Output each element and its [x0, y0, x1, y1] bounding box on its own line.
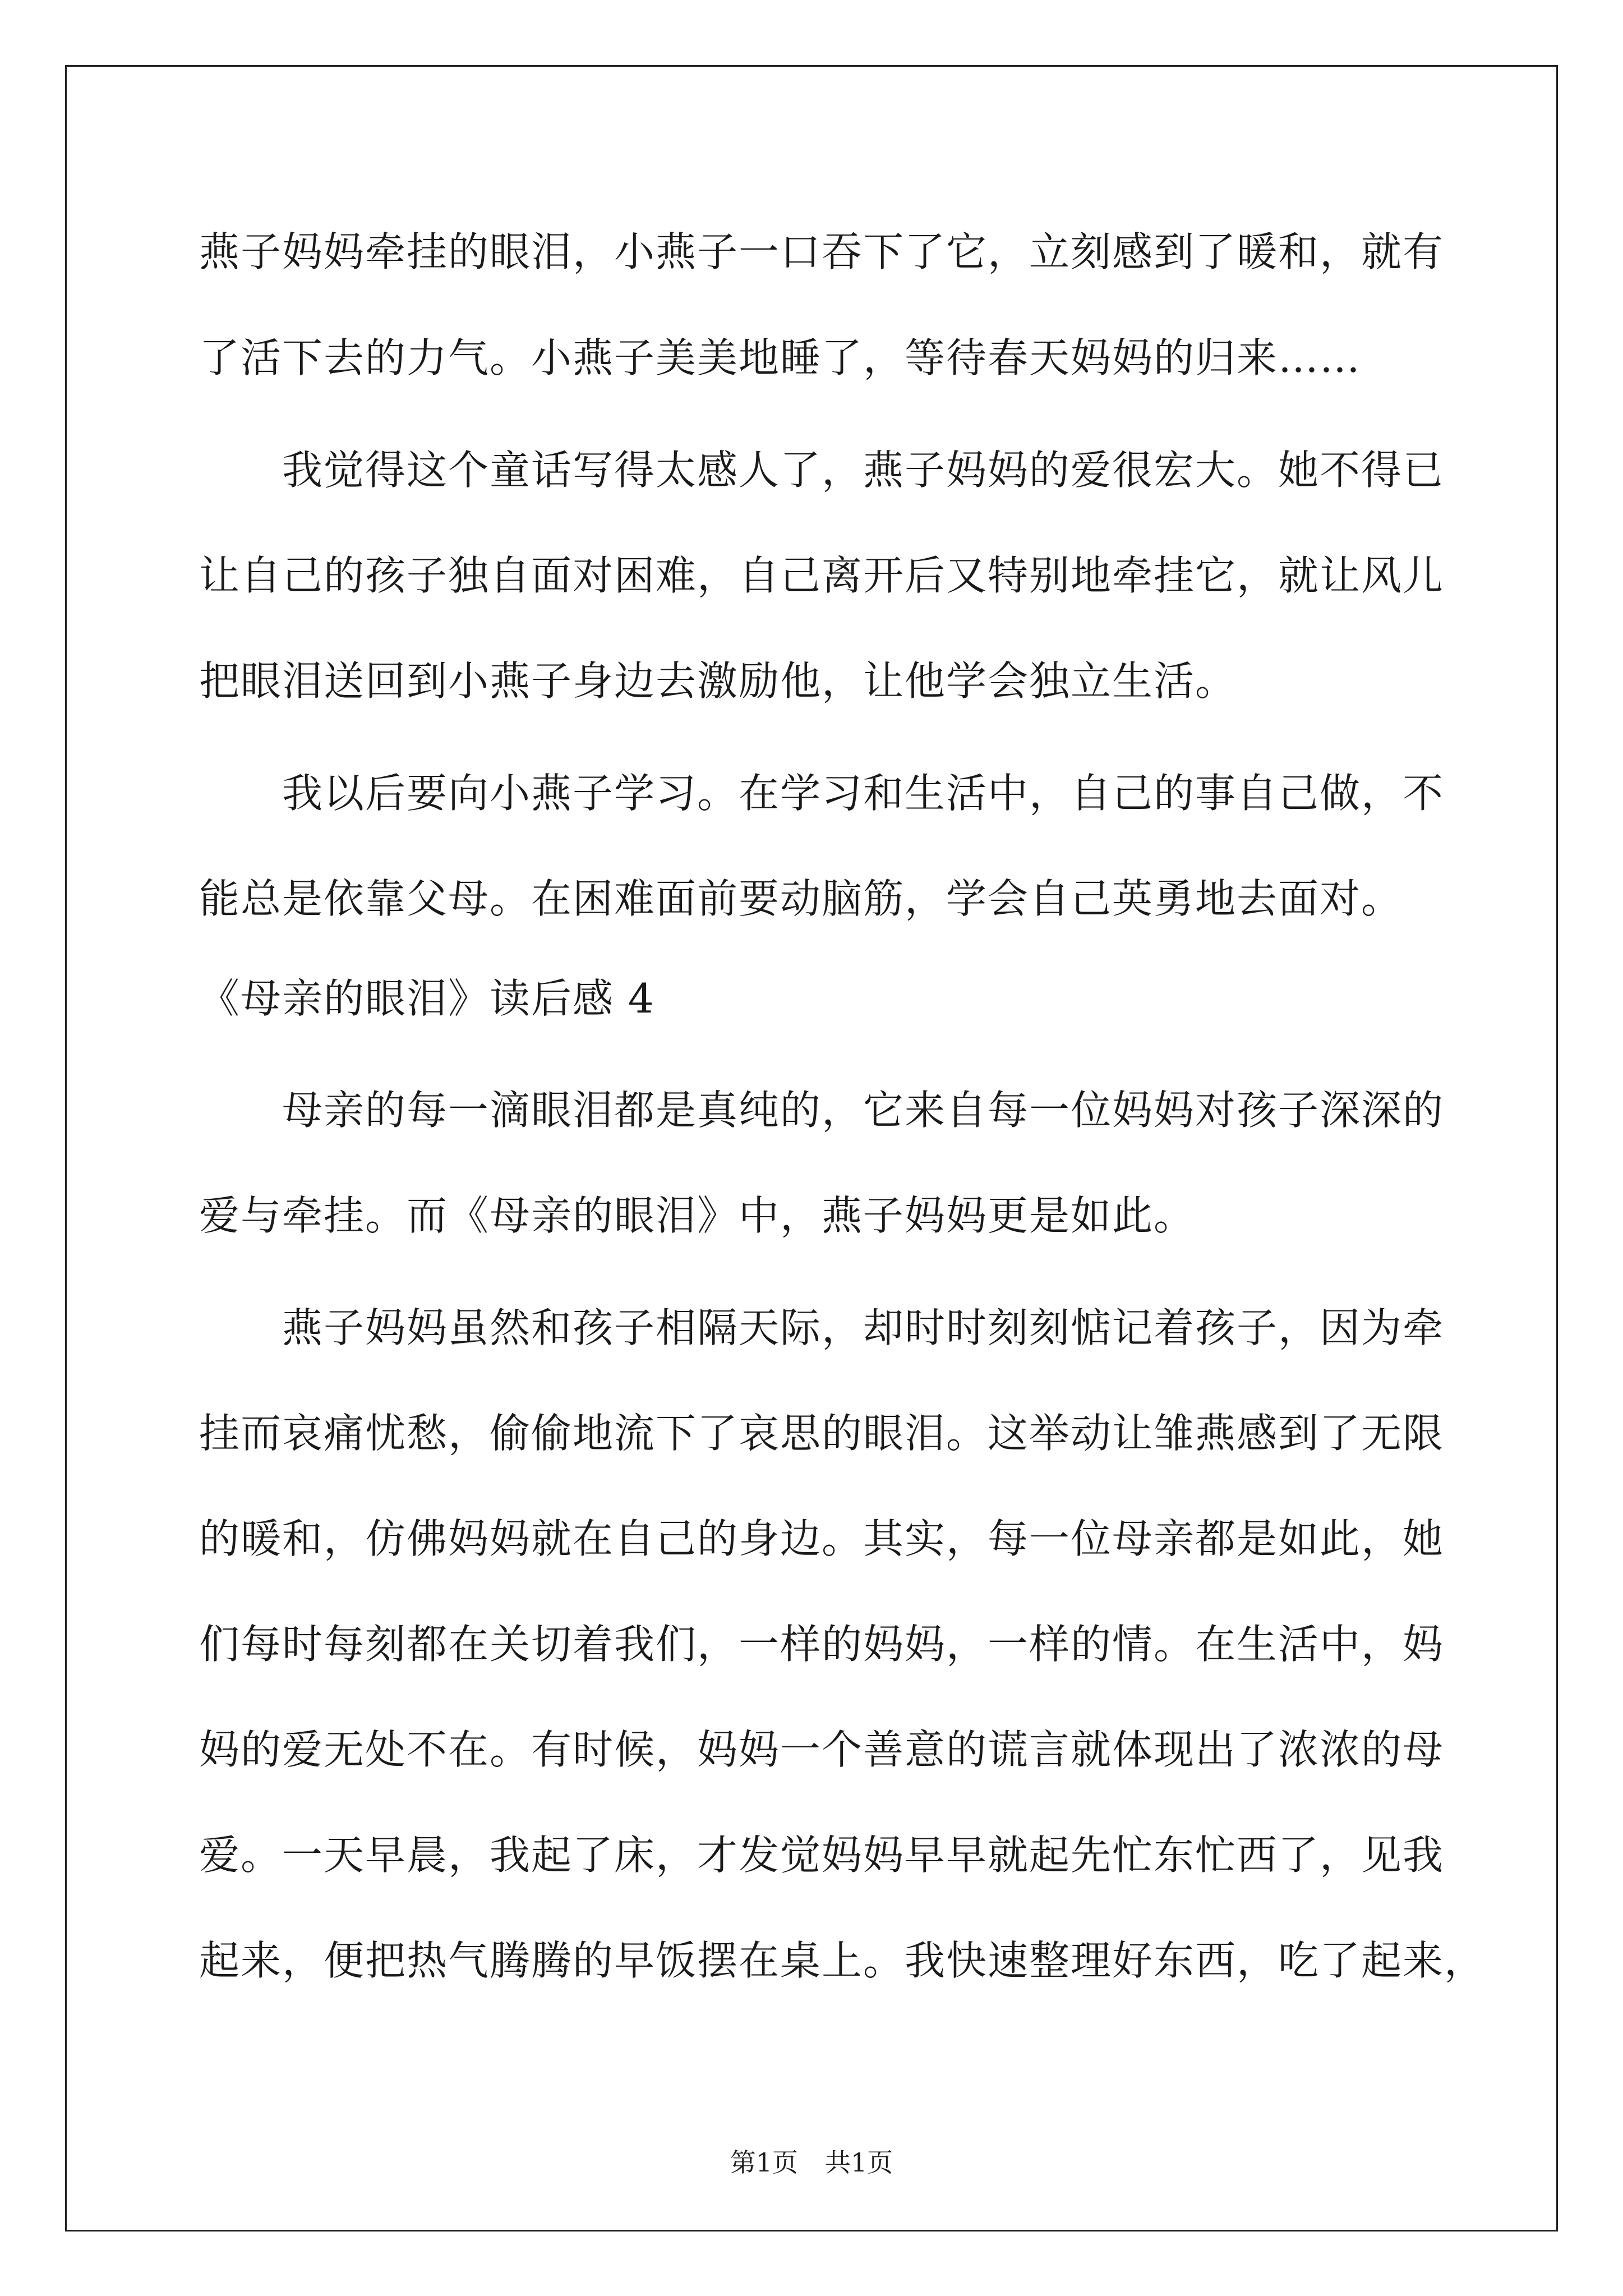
paragraph-line: 能总是依靠父母。在困难面前要动脑筋，学会自己英勇地去面对。 [199, 875, 1403, 922]
paragraph-line: 的暖和，仿佛妈妈就在自己的身边。其实，每一位母亲都是如此，她 [199, 1515, 1445, 1562]
paragraph-line: 妈的爱无处不在。有时候，妈妈一个善意的谎言就体现出了浓浓的母 [199, 1726, 1445, 1773]
paragraph-line: 燕子妈妈虽然和孩子相隔天际，却时时刻刻惦记着孩子，因为牵 [282, 1304, 1445, 1351]
paragraph-line: 爱。一天早晨，我起了床，才发觉妈妈早早就起先忙东忙西了，见我 [199, 1832, 1445, 1879]
paragraph-line: 挂而哀痛忧愁，偷偷地流下了哀思的眼泪。这举动让雏燕感到了无限 [199, 1410, 1445, 1457]
section-heading: 《母亲的眼泪》读后感 4 [199, 975, 655, 1022]
paragraph-line: 燕子妈妈牵挂的眼泪，小燕子一口吞下了它，立刻感到了暖和，就有 [199, 228, 1445, 275]
paragraph-line: 把眼泪送回到小燕子身边去激励他，让他学会独立生活。 [199, 657, 1237, 705]
page-border [65, 65, 1558, 2231]
paragraph-line: 让自己的孩子独自面对困难，自己离开后又特别地牵挂它，就让风儿 [199, 552, 1445, 599]
paragraph-line: 爱与牵挂。而《母亲的眼泪》中，燕子妈妈更是如此。 [199, 1192, 1196, 1239]
paragraph-line: 了活下去的力气。小燕子美美地睡了，等待春天妈妈的归来…… [199, 334, 1362, 381]
page-footer [0, 2147, 1623, 2178]
page-number: 第1页 [730, 2147, 798, 2178]
page-total: 共1页 [825, 2147, 893, 2178]
paragraph-line: 我觉得这个童话写得太感人了，燕子妈妈的爱很宏大。她不得已 [282, 447, 1445, 494]
paragraph-line: 们每时每刻都在关切着我们，一样的妈妈，一样的情。在生活中，妈 [199, 1621, 1445, 1668]
paragraph-line: 起来，便把热气腾腾的早饭摆在桌上。我快速整理好东西，吃了起来， [199, 1937, 1486, 1984]
paragraph-line: 母亲的每一滴眼泪都是真纯的，它来自每一位妈妈对孩子深深的 [282, 1087, 1445, 1134]
paragraph-line: 我以后要向小燕子学习。在学习和生活中，自己的事自己做，不 [282, 770, 1445, 817]
